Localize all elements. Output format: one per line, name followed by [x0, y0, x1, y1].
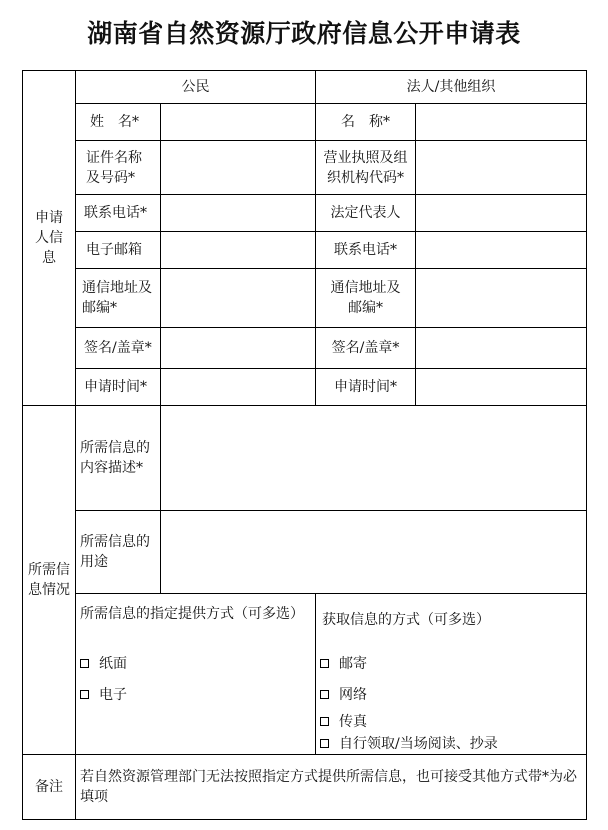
option-self-pickup[interactable]: 自行领取/当场阅读、抄录: [320, 734, 498, 754]
obtain-method-cell: [315, 593, 587, 755]
option-mail[interactable]: 邮寄: [320, 654, 367, 674]
label-info-purpose: 所需信息的用途: [75, 510, 161, 594]
label-org-date: 申请时间*: [315, 368, 416, 406]
option-network[interactable]: 网络: [320, 685, 367, 705]
input-org-legal-rep[interactable]: [415, 194, 587, 232]
checkbox-icon[interactable]: [80, 659, 89, 668]
label-org-legal-rep: 法定代表人: [315, 194, 416, 232]
input-info-content[interactable]: [160, 405, 587, 511]
label-info-content: 所需信息的内容描述*: [75, 405, 161, 511]
input-citizen-date[interactable]: [160, 368, 316, 406]
section-info-label: 所需信息情况: [28, 562, 70, 598]
label-org-address: 通信地址及邮编*: [315, 268, 416, 328]
input-org-signature[interactable]: [415, 327, 587, 369]
input-org-address[interactable]: [415, 268, 587, 328]
input-citizen-name[interactable]: [160, 103, 316, 141]
checkbox-icon[interactable]: [320, 659, 329, 668]
option-paper[interactable]: 纸面: [80, 654, 127, 674]
label-citizen-date: 申请时间*: [75, 368, 161, 406]
input-info-purpose[interactable]: [160, 510, 587, 594]
section-applicant-info: [22, 70, 76, 406]
remarks-text: 若自然资源管理部门无法按照指定方式提供所需信息，也可接受其他方式带*为必填项: [80, 769, 577, 805]
form-title: 湖南省自然资源厅政府信息公开申请表: [87, 19, 521, 48]
option-electronic[interactable]: 电子: [80, 685, 127, 705]
checkbox-icon[interactable]: [320, 739, 329, 748]
section-remarks: [22, 754, 76, 820]
section-applicant-label: 申请人信息: [35, 210, 63, 266]
label-citizen-email: 电子邮箱: [75, 231, 161, 269]
label-citizen-name: 姓 名*: [75, 103, 161, 141]
input-citizen-email[interactable]: [160, 231, 316, 269]
label-citizen-address: 通信地址及邮编*: [75, 268, 161, 328]
obtain-method-label: 获取信息的方式（可多选）: [322, 612, 490, 628]
input-citizen-signature[interactable]: [160, 327, 316, 369]
input-org-date[interactable]: [415, 368, 587, 406]
checkbox-icon[interactable]: [80, 690, 89, 699]
input-org-name[interactable]: [415, 103, 587, 141]
label-citizen-phone: 联系电话*: [75, 194, 161, 232]
label-org-phone: 联系电话*: [315, 231, 416, 269]
header-citizen: [75, 70, 316, 104]
input-org-phone[interactable]: [415, 231, 587, 269]
input-org-license[interactable]: [415, 140, 587, 195]
header-org: [315, 70, 587, 104]
section-info-situation: [22, 405, 76, 755]
header-citizen-label: 公民: [181, 79, 210, 95]
section-remarks-label: 备注: [35, 779, 63, 795]
label-citizen-signature: 签名/盖章*: [75, 327, 161, 369]
provide-method-label: 所需信息的指定提供方式（可多选）: [80, 606, 304, 622]
label-org-signature: 签名/盖章*: [315, 327, 416, 369]
input-citizen-phone[interactable]: [160, 194, 316, 232]
header-org-label: 法人/其他组织: [406, 79, 496, 95]
label-org-name: 名 称*: [315, 103, 416, 141]
label-citizen-id: 证件名称及号码*: [75, 140, 161, 195]
input-citizen-id[interactable]: [160, 140, 316, 195]
provide-method-cell: [75, 593, 316, 755]
checkbox-icon[interactable]: [320, 717, 329, 726]
label-org-license: 营业执照及组织机构代码*: [315, 140, 416, 195]
option-fax[interactable]: 传真: [320, 712, 367, 732]
checkbox-icon[interactable]: [320, 690, 329, 699]
remarks-content: [75, 754, 587, 820]
input-citizen-address[interactable]: [160, 268, 316, 328]
